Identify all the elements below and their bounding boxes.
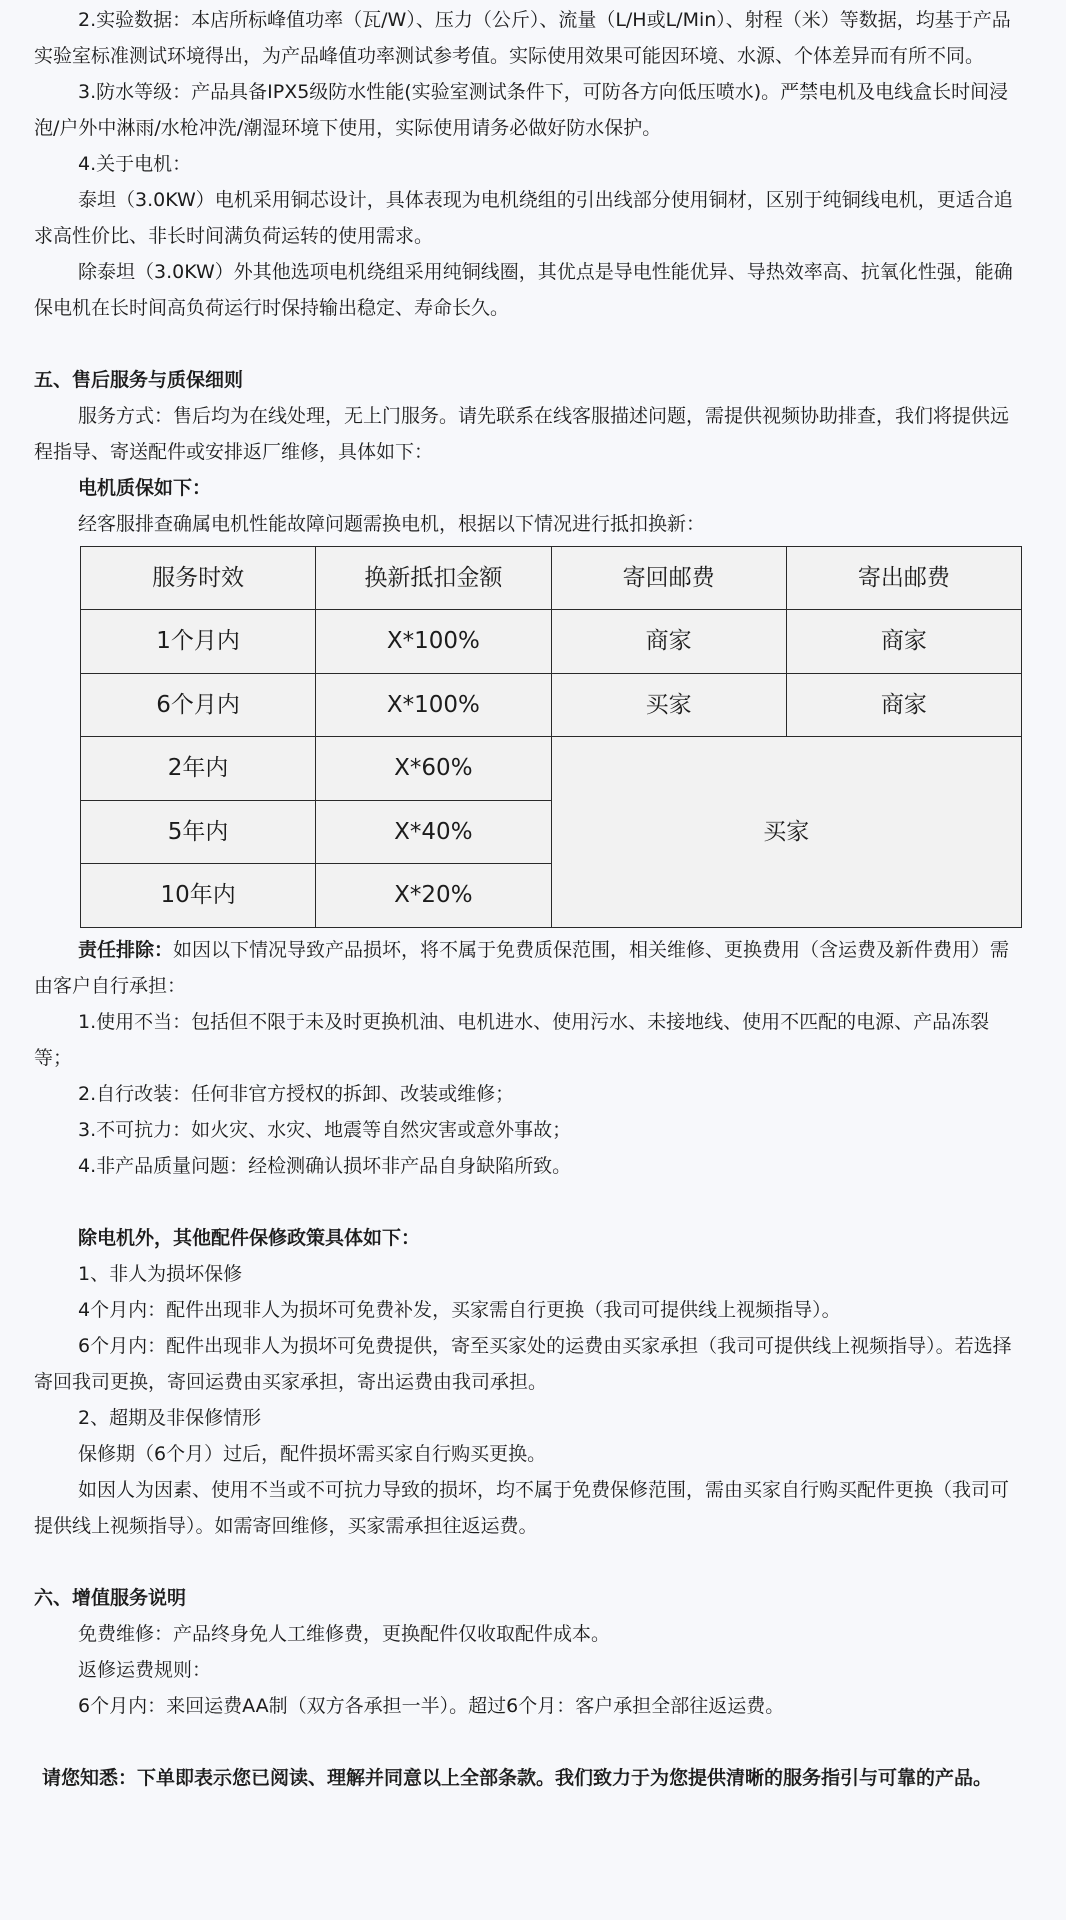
table-row (81, 673, 1022, 737)
parts-expired: 保修期（6个月）过后，配件损坏需买家自行购买更换。 (78, 1442, 547, 1465)
policy-document (34, 2, 1026, 1796)
table-header-cell: 寄回邮费 (551, 547, 786, 610)
parts-subtitle-non-human: 1、非人为损坏保修 (78, 1262, 243, 1285)
table-header-cell: 服务时效 (81, 547, 316, 610)
parts-6-months: 6个月内：配件出现非人为损坏可免费提供，寄至买家处的运费由买家承担（我司可提供线上视频指导）。若选择寄回我司更换，寄回运费由买家承担，寄出运费由我司承担。 (34, 1334, 1012, 1393)
table-header-cell: 换新抵扣金额 (316, 547, 551, 610)
note-motor-title: 4.关于电机： (78, 153, 192, 175)
return-shipping-rule: 6个月内：来回运费AA制（双方各承担一半）。超过6个月：客户承担全部往返运费。 (78, 1694, 785, 1717)
table-cell: 2年内 (81, 737, 316, 801)
table-merged-cell: 买家 (551, 737, 1022, 928)
section-title-value-added: 六、增值服务说明 (34, 1586, 187, 1609)
final-notice: 请您知悉：下单即表示您已阅读、理解并同意以上全部条款。我们致力于为您提供清晰的服务指引与可靠的产品。 (42, 1766, 993, 1789)
motor-warranty-table (80, 546, 1022, 928)
table-cell: 10年内 (81, 864, 316, 928)
section-title-after-sales: 五、售后服务与质保细则 (34, 369, 244, 391)
table-header-cell: 寄出邮费 (786, 547, 1021, 610)
exclusion-item: 2.自行改装：任何非官方授权的拆卸、改装或维修； (78, 1082, 515, 1105)
service-method: 服务方式：售后均为在线处理，无上门服务。请先联系在线客服描述问题，需提供视频协助排查，我们将提供远程指导、寄送配件或安排返厂维修，具体如下： (34, 405, 1010, 463)
table-cell: 5年内 (81, 800, 316, 864)
exclusion-paragraph (34, 932, 1026, 1004)
motor-warranty-intro: 经客服排查确属电机性能故障问题需换电机，根据以下情况进行抵扣换新： (78, 513, 706, 535)
table-header-row (81, 547, 1022, 610)
table-cell: 商家 (786, 610, 1021, 674)
table-cell: 商家 (786, 673, 1021, 737)
table-cell: X*40% (316, 800, 551, 864)
parts-human-damage: 如因人为因素、使用不当或不可抗力导致的损坏，均不属于免费保修范围，需由买家自行购买配件更换（我司可提供线上视频指导）。如需寄回维修，买家需承担往返运费。 (34, 1478, 1010, 1537)
table-row (81, 610, 1022, 674)
table-row (81, 737, 1022, 801)
table-cell: 1个月内 (81, 610, 316, 674)
note-motor-titan: 泰坦（3.0KW）电机采用铜芯设计，具体表现为电机绕组的引出线部分使用铜材，区别于纯铜线电机，更适合追求高性价比、非长时间满负荷运转的使用需求。 (34, 189, 1013, 247)
parts-subtitle-expired: 2、超期及非保修情形 (78, 1406, 262, 1429)
free-repair: 免费维修：产品终身免人工维修费，更换配件仅收取配件成本。 (78, 1622, 611, 1645)
parts-warranty-title: 除电机外，其他配件保修政策具体如下： (78, 1226, 421, 1249)
table-cell: X*100% (316, 610, 551, 674)
table-cell: X*20% (316, 864, 551, 928)
table-cell: X*60% (316, 737, 551, 801)
parts-4-months: 4个月内：配件出现非人为损坏可免费补发，买家需自行更换（我司可提供线上视频指导）。 (78, 1298, 841, 1321)
return-shipping-title: 返修运费规则： (78, 1658, 212, 1681)
exclusion-text: 如因以下情况导致产品损坏，将不属于免费质保范围，相关维修、更换费用（含运费及新件费用）需由客户自行承担： (34, 938, 1010, 997)
table-cell: X*100% (316, 673, 551, 737)
table-cell: 6个月内 (81, 673, 316, 737)
note-waterproof: 3.防水等级：产品具备IPX5级防水性能(实验室测试条件下，可防各方向低压喷水)。严禁电机及电线盒长时间浸泡/户外中淋雨/水枪冲洗/潮湿环境下使用，实际使用请务必做好防水保护。 (34, 81, 1009, 139)
table-cell: 商家 (551, 610, 786, 674)
note-test-data: 2.实验数据：本店所标峰值功率（瓦/W）、压力（公斤）、流量（L/H或L/Min）、射程（米）等数据，均基于产品实验室标准测试环境得出，为产品峰值功率测试参考值。实际使用效果可能因环境、水源、个体差异而有所不同。 (34, 9, 1011, 67)
exclusion-label: 责任排除： (78, 938, 174, 961)
table-cell: 买家 (551, 673, 786, 737)
exclusion-item: 4.非产品质量问题：经检测确认损坏非产品自身缺陷所致。 (78, 1154, 572, 1177)
motor-warranty-title: 电机质保如下： (78, 477, 212, 499)
exclusion-item: 1.使用不当：包括但不限于未及时更换机油、电机进水、使用污水、未接地线、使用不匹配的电源、产品冻裂等； (34, 1010, 990, 1069)
exclusion-item: 3.不可抗力：如火灾、水灾、地震等自然灾害或意外事故； (78, 1118, 572, 1141)
note-motor-others: 除泰坦（3.0KW）外其他选项电机绕组采用纯铜线圈，其优点是导电性能优异、导热效率高、抗氧化性强，能确保电机在长时间高负荷运行时保持输出稳定、寿命长久。 (34, 261, 1013, 319)
